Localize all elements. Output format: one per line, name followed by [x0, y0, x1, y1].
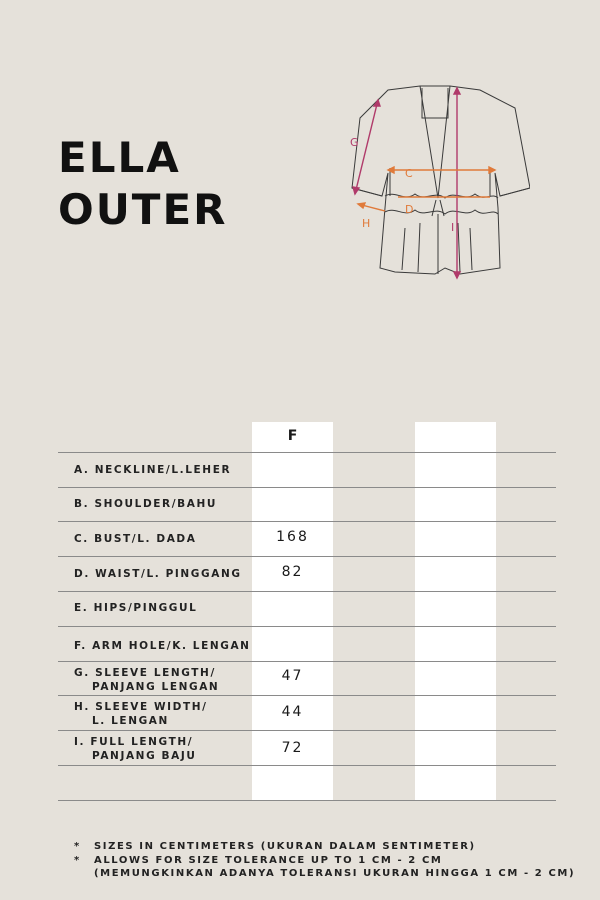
value-sleeve-length: 47	[281, 668, 304, 684]
row-divider	[58, 765, 556, 766]
table-row-label: H. SLEEVE WIDTH/ L. LENGAN	[74, 701, 208, 727]
label-c: C	[405, 167, 413, 180]
arrow-head	[353, 187, 359, 194]
row-divider	[58, 452, 556, 453]
label-d: D	[405, 203, 414, 216]
product-title	[58, 132, 228, 236]
arrow-head	[454, 88, 460, 94]
table-row-label: B. SHOULDER/BAHU	[74, 498, 217, 510]
footnotes	[74, 840, 575, 881]
collar-line	[420, 86, 450, 198]
row-divider	[58, 730, 556, 731]
table-row-label: C. BUST/L. DADA	[74, 533, 197, 545]
value-waist: 82	[281, 564, 304, 580]
row-divider	[58, 695, 556, 696]
inner-neck	[422, 88, 448, 118]
arrow-head	[358, 203, 365, 208]
label-i: I	[451, 221, 455, 234]
arrow-head	[454, 272, 460, 278]
row-divider	[58, 661, 556, 662]
arrow-head	[388, 167, 394, 173]
title-line-1: ELLA	[58, 133, 181, 182]
size-column-empty	[415, 422, 496, 800]
table-row-label: A. NECKLINE/L.LEHER	[74, 464, 232, 476]
row-divider	[58, 556, 556, 557]
skirt-folds	[402, 223, 472, 272]
row-divider	[58, 626, 556, 627]
row-divider	[58, 521, 556, 522]
row-divider	[58, 591, 556, 592]
table-row-label: I. FULL LENGTH/ PANJANG BAJU	[74, 736, 197, 762]
value-bust: 168	[276, 529, 309, 545]
outer-outline	[352, 86, 530, 274]
title-line-2: OUTER	[58, 185, 228, 234]
value-full-length: 72	[281, 740, 304, 756]
tie-strings	[432, 200, 444, 216]
label-g: G	[350, 136, 359, 149]
garment-measurement-diagram	[340, 78, 530, 288]
size-header-f: F	[287, 428, 298, 444]
table-row-label: G. SLEEVE LENGTH/ PANJANG LENGAN	[74, 667, 220, 693]
table-row-label: E. HIPS/PINGGUL	[74, 602, 198, 614]
arrow-head	[489, 167, 495, 173]
row-divider	[58, 800, 556, 801]
note-3: (MEMUNGKINKAN ADANYA TOLERANSI UKURAN HINGGA 1 CM - 2 CM)	[94, 868, 576, 879]
table-row-label: F. ARM HOLE/K. LENGAN	[74, 640, 251, 652]
label-h: H	[362, 217, 371, 230]
row-divider	[58, 487, 556, 488]
note-1: * SIZES IN CENTIMETERS (UKURAN DALAM SENTIMETER)	[74, 841, 476, 852]
table-row-label: D. WAIST/L. PINGGANG	[74, 568, 242, 580]
gather-bottom	[385, 210, 498, 214]
sleeve-hems	[352, 188, 530, 196]
value-sleeve-width: 44	[281, 704, 304, 720]
note-2: * ALLOWS FOR SIZE TOLERANCE UP TO 1 CM - 2 CM	[74, 854, 443, 866]
